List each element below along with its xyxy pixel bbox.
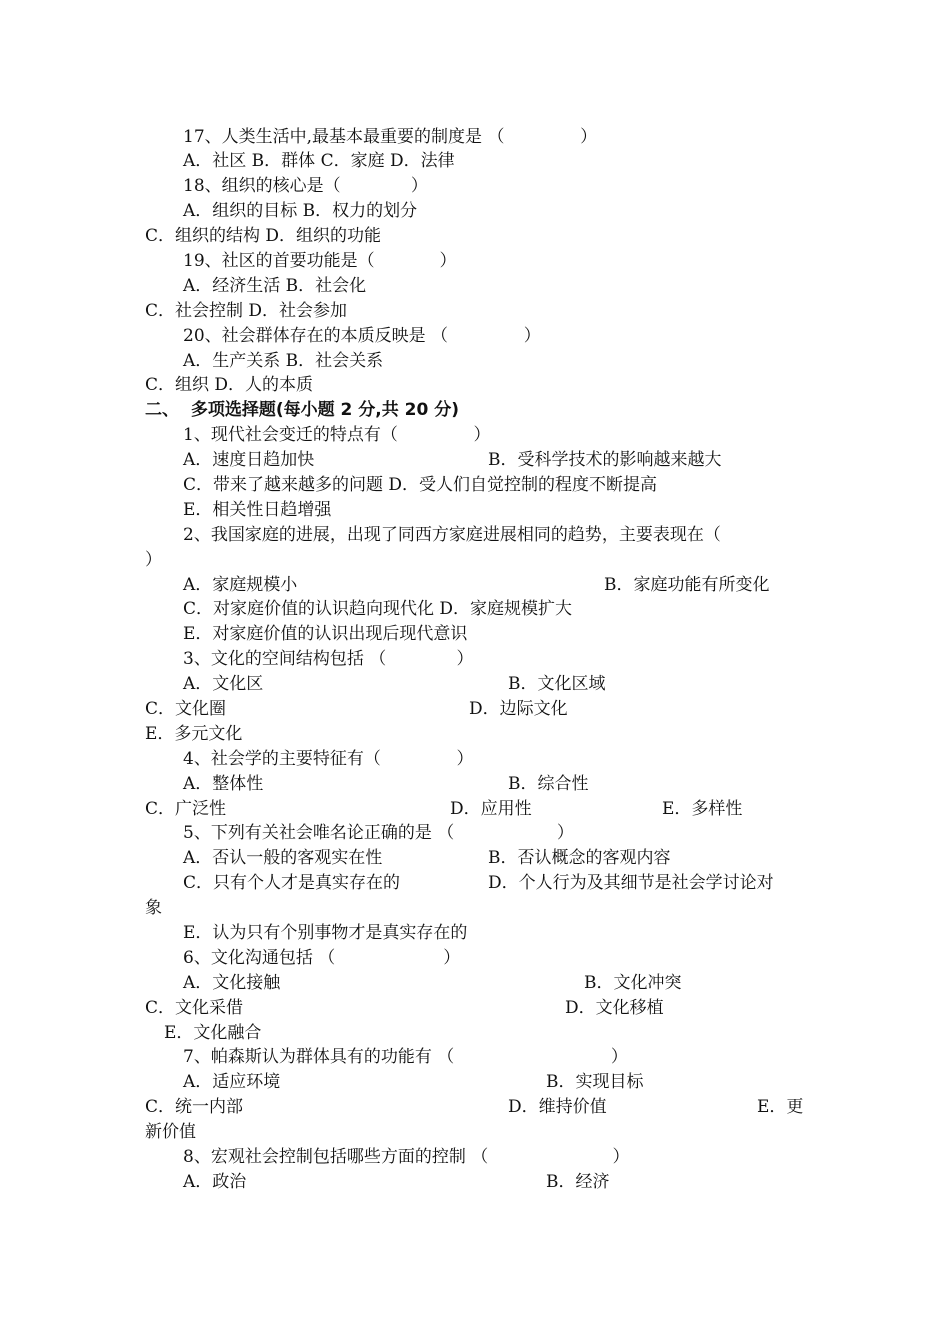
mc-question-6-option-c: C．文化采借: [145, 998, 244, 1018]
mc-question-2-option-b: B．家庭功能有所变化: [604, 575, 770, 595]
mc-question-3-option-e: E．多元文化: [145, 724, 243, 744]
mc-question-7-option-e: E．更: [757, 1097, 804, 1117]
mc-question-3-option-b: B．文化区域: [508, 674, 606, 694]
mc-question-7: 7、帕森斯认为群体具有的功能有 （ ）: [183, 1047, 628, 1067]
mc-question-6-option-e: E．文化融合: [164, 1023, 262, 1043]
mc-question-1-options-cd: C．带来了越来越多的问题 D．受人们自觉控制的程度不断提高: [183, 475, 658, 495]
mc-question-5-option-a: A．否认一般的客观实在性: [183, 848, 383, 868]
mc-question-4-option-d: D．应用性: [450, 799, 532, 819]
mc-question-5-option-b: B．否认概念的客观内容: [488, 848, 671, 868]
mc-question-2: 2、我国家庭的进展，出现了同西方家庭进展相同的趋势，主要表现在（: [183, 525, 721, 545]
mc-question-6-option-a: A．文化接触: [183, 973, 281, 993]
mc-question-4-option-e: E．多样性: [662, 799, 743, 819]
mc-question-7-option-b: B．实现目标: [546, 1072, 644, 1092]
mc-question-7-option-e-cont: 新价值: [145, 1122, 196, 1142]
mc-question-6-option-d: D．文化移植: [565, 998, 664, 1018]
mc-question-8-option-b: B．经济: [546, 1172, 610, 1192]
mc-question-3: 3、文化的空间结构包括 （ ）: [183, 649, 474, 669]
mc-question-1-option-e: E．相关性日趋增强: [183, 500, 332, 520]
mc-question-2-options-cd: C．对家庭价值的认识趋向现代化 D．家庭规模扩大: [183, 599, 573, 619]
question-20: 20、社会群体存在的本质反映是 （ ）: [183, 326, 541, 346]
mc-question-8: 8、宏观社会控制包括哪些方面的控制 （ ）: [183, 1147, 630, 1167]
question-18-options-ab: A．组织的目标 B．权力的划分: [183, 201, 418, 221]
mc-question-5-option-e: E．认为只有个别事物才是真实存在的: [183, 923, 468, 943]
section-heading: 二、 多项选择题(每小题 2 分,共 20 分): [145, 400, 459, 420]
mc-question-3-option-c: C．文化圈: [145, 699, 227, 719]
mc-question-8-option-a: A．政治: [183, 1172, 247, 1192]
mc-question-2-option-e: E．对家庭价值的认识出现后现代意识: [183, 624, 468, 644]
question-17-options: A．社区 B．群体 C．家庭 D．法律: [183, 151, 455, 171]
question-19-options-cd: C．社会控制 D．社会参加: [145, 301, 348, 321]
mc-question-4-option-a: A．整体性: [183, 774, 264, 794]
question-18-options-cd: C．组织的结构 D．组织的功能: [145, 226, 382, 246]
mc-question-6-option-b: B．文化冲突: [584, 973, 682, 993]
mc-question-4-option-c: C．广泛性: [145, 799, 227, 819]
question-18: 18、组织的核心是（ ）: [183, 176, 428, 196]
mc-question-3-option-d: D．边际文化: [469, 699, 568, 719]
question-19-options-ab: A．经济生活 B．社会化: [183, 276, 367, 296]
mc-question-7-option-a: A．适应环境: [183, 1072, 281, 1092]
mc-question-2-option-a: A．家庭规模小: [183, 575, 298, 595]
mc-question-2-close: ）: [145, 550, 162, 570]
mc-question-4: 4、社会学的主要特征有（ ）: [183, 749, 474, 769]
mc-question-7-option-d: D．维持价值: [508, 1097, 607, 1117]
mc-question-1-option-b: B．受科学技术的影响越来越大: [488, 450, 722, 470]
mc-question-6: 6、文化沟通包括 （ ）: [183, 948, 461, 968]
mc-question-1: 1、现代社会变迁的特点有（ ）: [183, 425, 491, 445]
mc-question-5-option-c: C．只有个人才是真实存在的: [183, 873, 401, 893]
mc-question-5: 5、下列有关社会唯名论正确的是 （ ）: [183, 823, 574, 843]
mc-question-1-option-a: A．速度日趋加快: [183, 450, 315, 470]
mc-question-5-option-d: D．个人行为及其细节是社会学讨论对: [488, 873, 774, 893]
mc-question-7-option-c: C．统一内部: [145, 1097, 244, 1117]
question-19: 19、社区的首要功能是（ ）: [183, 251, 457, 271]
question-17: 17、人类生活中,最基本最重要的制度是 （ ）: [183, 127, 598, 147]
mc-question-3-option-a: A．文化区: [183, 674, 264, 694]
mc-question-5-option-d-cont: 象: [145, 898, 162, 918]
question-20-options-ab: A．生产关系 B．社会关系: [183, 351, 384, 371]
mc-question-4-option-b: B．综合性: [508, 774, 589, 794]
question-20-options-cd: C．组织 D．人的本质: [145, 375, 314, 395]
